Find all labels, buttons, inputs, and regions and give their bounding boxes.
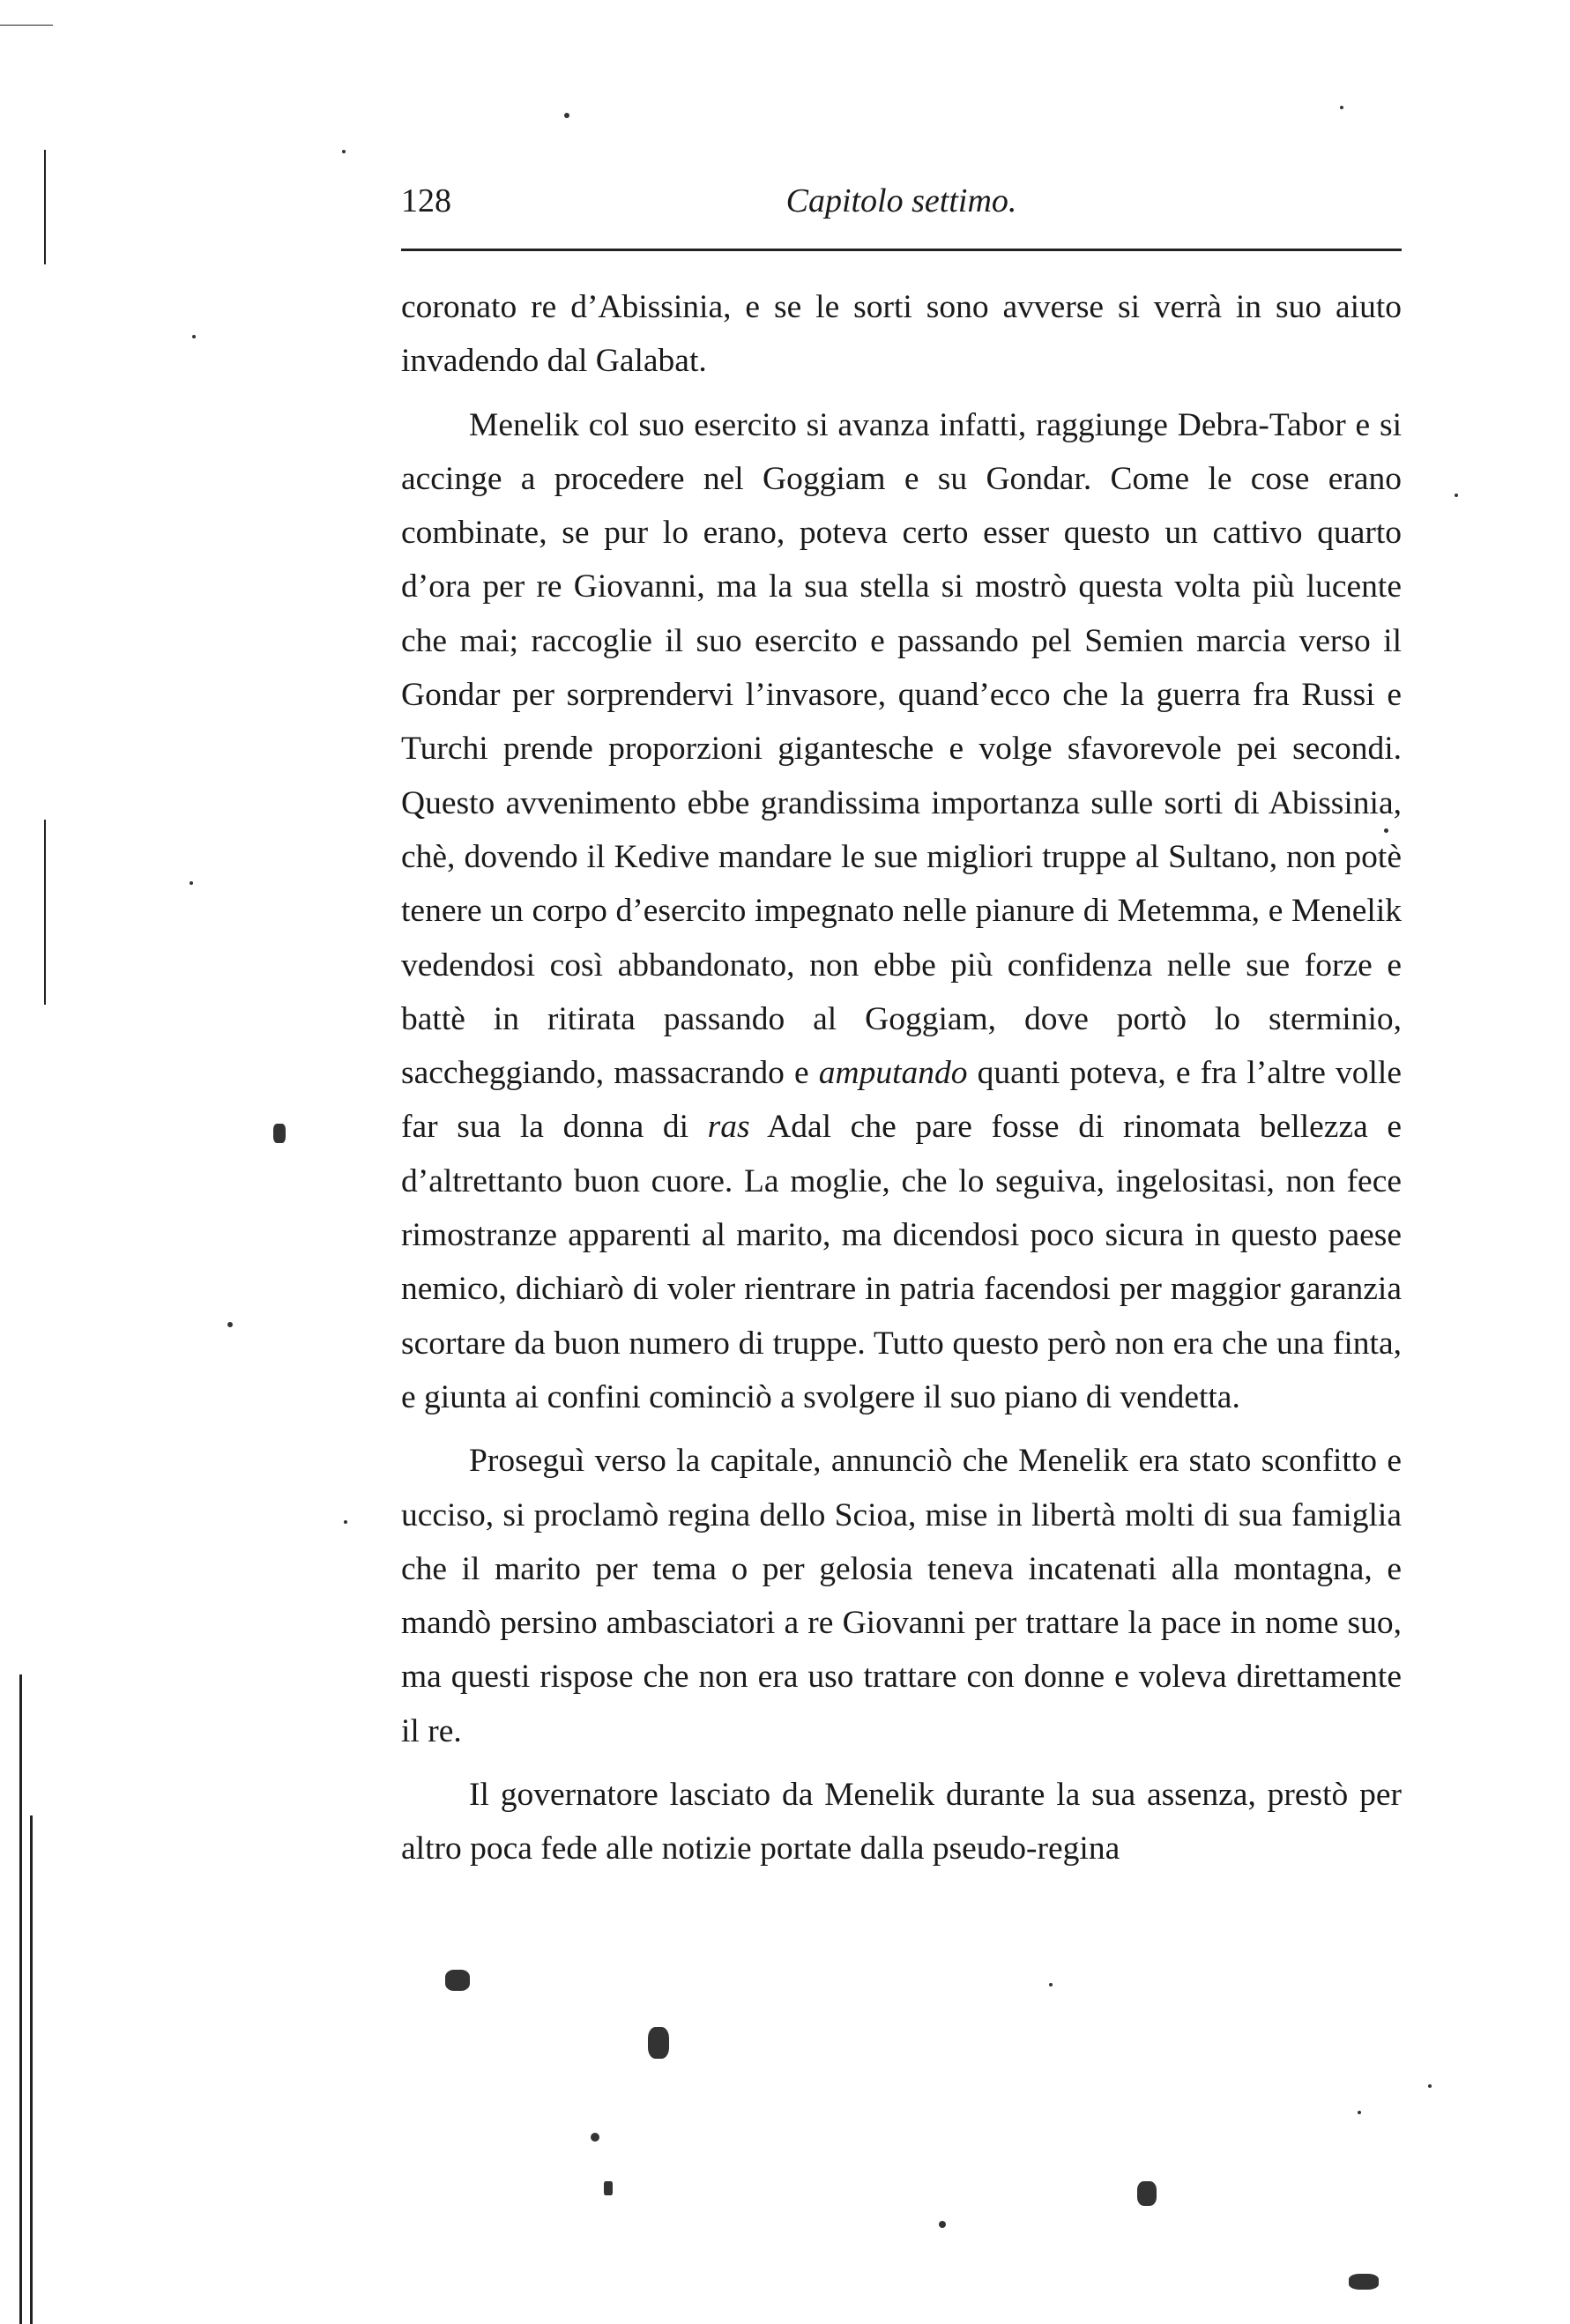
paragraph-4: Il governatore lasciato da Menelik durante la sua assenza, prestò per altro poca fede alle notizie portate dalla pseudo-regina [401, 1777, 1402, 1867]
running-title: Capitolo settimo. [785, 182, 1017, 219]
paragraph-2-text-c: Adal che pare fosse di rinomata bellezza e d’altrettanto buon cuore. La moglie, che lo seguiva, ingelositasi, non fece rimostranze apparenti al marito, ma dicendosi poco sicura in questo paese nemico, dichiarò di voler rientrare in patria facendosi per maggior garanzia scortare da buon numero di truppe. Tutto questo però non era che una finta, e giunta ai confini cominciò a svolgere il suo piano di vendetta. [401, 1109, 1403, 1415]
paragraph-2-italic-ras: ras [707, 1109, 750, 1146]
scan-margin-line [30, 1815, 33, 2324]
scan-margin-line [0, 25, 53, 26]
page-number: 128 [401, 182, 451, 219]
paragraph-2-text-a: Menelik col suo esercito si avanza infatti, raggiunge Debra-Tabor e si accinge a procedere nel Goggiam e su Gondar. Come le cose erano combinate, se pur lo erano, poteva certo esser questo un cattivo quarto d’ora per re Giovanni, ma la sua stella si mostrò questa volta più lucente che mai; raccoglie il suo esercito e passando pel Semien marcia verso il Gondar per sorprendervi l’invasore, quand’ecco che la guerra fra Russi e Turchi prende proporzioni gigantesche e volge sfavorevole pei secondi. Questo avvenimento ebbe grandissima importanza sulle sorti di Abissinia, chè, dovendo il Kedive mandare le sue migliori truppe al Sultano, non potè tenere un corpo d’esercito impegnato nelle pianure di Metemma, e Menelik vedendosi così abbandonato, non ebbe più confidenza nelle sue forze e battè in ritirata passando al Goggiam, dove portò lo sterminio, saccheggiando, massacrando e [401, 406, 1402, 1092]
body-text [401, 280, 1402, 1886]
scan-margin-line [19, 1674, 22, 2324]
page-header [401, 174, 1402, 236]
paragraph-2-text-b: quanti poteva, e fra l’altre volle far sua la donna di [401, 1055, 1402, 1146]
scan-margin-line [44, 820, 46, 1005]
header-rule [401, 249, 1402, 251]
paragraph-2-italic-amputando: amputando [818, 1055, 968, 1092]
scan-margin-line [44, 150, 46, 264]
paragraph-3: Proseguì verso la capitale, annunciò che Menelik era stato sconfitto e ucciso, si proclamò regina dello Scioa, mise in libertà molti di sua famiglia che il marito per tema o per gelosia teneva incatenati alla montagna, e mandò persino ambasciatori a re Giovanni per trattare la pace in nome suo, ma questi rispose che non era uso trattare con donne e voleva direttamente il re. [401, 1443, 1402, 1749]
paragraph-2 [401, 398, 1402, 1425]
paragraph-1: coronato re d’Abissinia, e se le sorti sono avverse si verrà in suo aiuto invadendo dal Galabat. [401, 289, 1402, 380]
